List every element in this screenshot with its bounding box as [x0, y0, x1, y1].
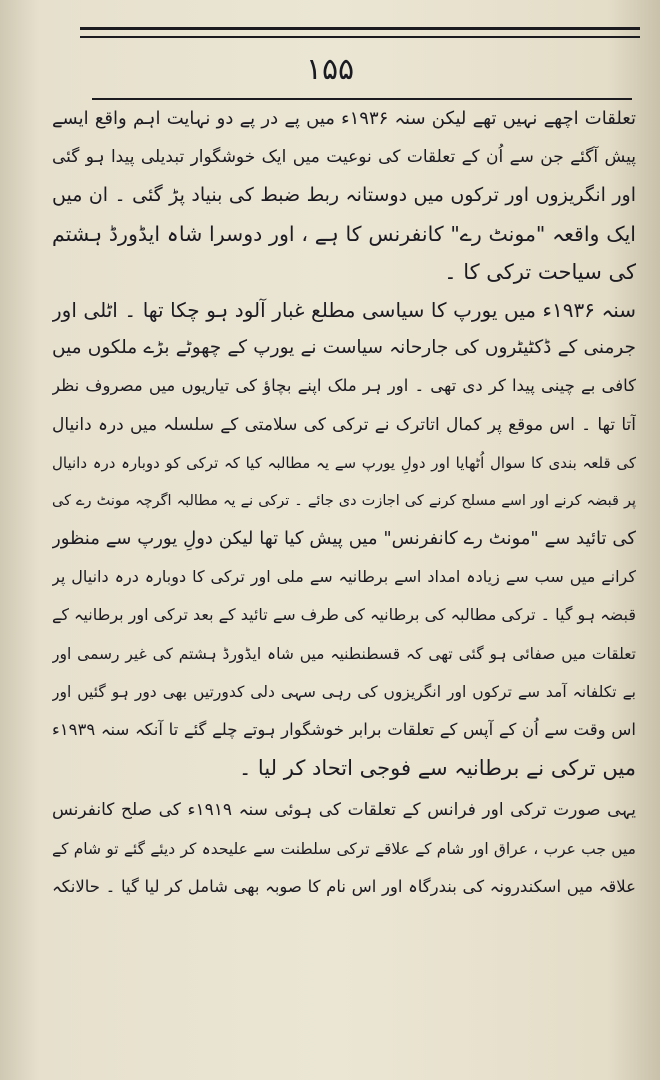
- text-line: جرمنی کے ڈکٹیٹروں کی جارحانہ سیاست نے یورپ کے چھوٹے بڑے ملکوں میں: [52, 337, 636, 359]
- text-line: کی سیاحت ترکی کا ۔: [444, 259, 636, 284]
- text-line: ایک واقعہ "مونٹ رے" کانفرنس کا ہے ، اور دوسرا شاہ ایڈورڈ ہشتم: [52, 221, 636, 246]
- body-text: [52, 100, 636, 906]
- text-line: قبضہ ہو گیا ۔ ترکی مطالبہ کی برطانیہ کی طرف سے تائید کے بعد ترکی اور برطانیہ کے: [52, 605, 636, 625]
- text-line: پر قبضہ کرنے اور اسے مسلح کرنے کی اجازت دی جائے ۔ ترکی نے یہ مطالبہ اگرچہ مونٹ رے کی: [52, 492, 636, 509]
- text-line: بے تکلفانہ آمد سے ترکوں اور انگریزوں کی رہی سہی دلی کدورتیں بھی دور ہو گئیں اور: [52, 682, 636, 701]
- text-line: تعلقات اچھے نہیں تھے لیکن سنہ ۱۹۳۶ء میں پے در پے دو نہایت اہم واقع ایسے: [52, 108, 636, 129]
- text-line: کی قلعہ بندی کا سوال اُٹھایا اور دولِ یورپ سے یہ مطالبہ کیا کہ ترکی کو دوبارہ درہ دانیال: [52, 453, 636, 472]
- text-line: پیش آگئے جن سے اُن کے تعلقات کی نوعیت میں ایک خوشگوار تبدیلی پیدا ہو گئی: [52, 147, 636, 168]
- header-rule-thick: [80, 27, 640, 30]
- text-line: اور انگریزوں اور ترکوں میں دوستانہ ربط ضبط کی بنیاد پڑ گئی ۔ ان میں: [52, 184, 636, 207]
- text-line: تعلقات میں صفائی ہو گئی تھی کہ قسطنطنیہ میں شاہ ایڈورڈ ہشتم کی غیر رسمی اور: [52, 644, 636, 663]
- text-line: کی تائید سے "مونٹ رے کانفرنس" میں پیش کیا تھا لیکن دولِ یورپ سے منظور: [52, 528, 636, 550]
- text-line: میں جب عرب ، عراق اور شام کے علاقے ترکی سلطنت سے علیحدہ کر دیئے گئے تو شام کے: [52, 839, 636, 858]
- text-line: اس وقت سے اُن کے آپس کے تعلقات برابر خوشگوار ہوتے چلے گئے تا آنکہ سنہ ۱۹۳۹ء: [52, 720, 636, 739]
- text-line: میں ترکی نے برطانیہ سے فوجی اتحاد کر لیا ۔: [238, 756, 636, 781]
- page-number: ۱۵۵: [305, 52, 355, 87]
- text-line: کرانے میں سب سے زیادہ امداد اسے برطانیہ سے ملی اور ترکی کا دوبارہ درہ دانیال پر: [52, 567, 636, 587]
- text-line: یہی صورت ترکی اور فرانس کے تعلقات کی ہوئی سنہ ۱۹۱۹ء کی صلح کانفرنس: [52, 800, 636, 821]
- text-line: سنہ ۱۹۳۶ء میں یورپ کا سیاسی مطلع غبار آلود ہو چکا تھا ۔ اٹلی اور: [52, 297, 636, 322]
- text-line: علاقہ میں اسکندرونہ کی بندرگاہ اور اس نام کا صوبہ بھی شامل کر لیا گیا ۔ حالانکہ: [52, 876, 636, 896]
- text-line: کافی بے چینی پیدا کر دی تھی ۔ اور ہر ملک اپنے بچاؤ کی تیاریوں میں مصروف نظر: [52, 376, 636, 396]
- header-rule-thin: [80, 36, 640, 38]
- text-line: آتا تھا ۔ اس موقع پر کمال اتاترک نے ترکی کی سلامتی کے سلسلہ میں درہ دانیال: [52, 414, 636, 435]
